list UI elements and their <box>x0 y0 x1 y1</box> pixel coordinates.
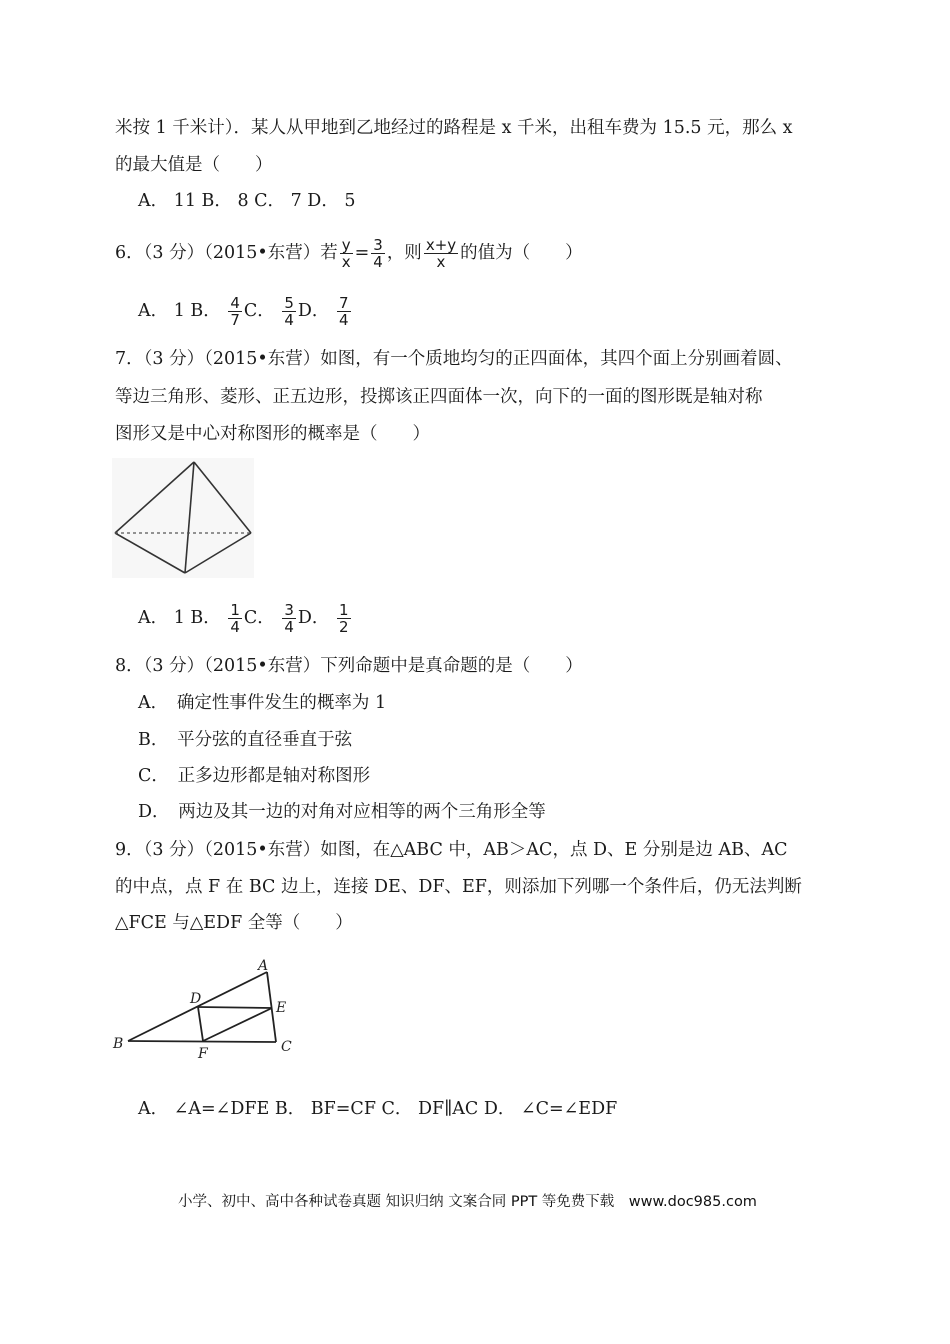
footer-text: 小学、初中、高中各种试卷真题 知识归纳 文案合同 PPT 等免费下载 www.doc985.com <box>178 1194 757 1210</box>
q6-equals: = <box>354 243 370 263</box>
q6-options <box>138 291 353 331</box>
label-b: B <box>113 1036 124 1052</box>
segment-ef <box>203 1008 272 1041</box>
q5-text-line2: 的最大值是（ ） <box>115 155 273 175</box>
triangle-abc-figure <box>110 952 300 1062</box>
q6-prefix: 6．（3 分）（2015•东营）若 <box>115 243 338 263</box>
q9-text-line3: △FCE 与△EDF 全等（ ） <box>115 913 353 933</box>
segment-ac <box>267 972 276 1042</box>
q8-stem: 8．（3 分）（2015•东营）下列命题中是真命题的是（ ） <box>115 656 583 676</box>
q6-option-b-fraction: $\frac{4}{7}$ <box>230 294 240 329</box>
segment-de <box>198 1007 272 1008</box>
q9-text-line1: 9．（3 分）（2015•东营）如图，在△ABC 中，AB＞AC，点 D、E 分别是边 AB、AC <box>115 840 788 860</box>
q8-option-a: A． 确定性事件发生的概率为 1 <box>138 693 387 713</box>
q6-stem <box>115 235 583 271</box>
q9-options: A． ∠A=∠DFE B． BF=CF C． DF∥AC D． ∠C=∠EDF <box>138 1099 618 1119</box>
label-f: F <box>198 1046 208 1062</box>
q6-fraction-xy-over-x: $\frac{x+y}{x}$ <box>425 236 457 271</box>
q7-option-c-label: C． <box>243 608 275 628</box>
q6-middle: ，则 <box>386 243 422 263</box>
q7-option-d-fraction: $\frac{1}{2}$ <box>339 601 349 636</box>
label-c: C <box>281 1039 292 1055</box>
q7-text-line1: 7．（3 分）（2015•东营）如图，有一个质地均匀的正四面体，其四个面上分别画着圆、 <box>115 349 793 369</box>
segment-bc <box>128 1041 276 1042</box>
tetrahedron-figure <box>112 458 254 578</box>
figure-background <box>112 458 254 578</box>
q6-option-d-label: D． <box>297 301 330 321</box>
q6-suffix: 的值为（ ） <box>460 243 583 263</box>
q7-text-line2: 等边三角形、菱形、正五边形，投掷该正四面体一次，向下的一面的图形既是轴对称 <box>115 387 763 407</box>
q7-option-a-b: A． 1 B． <box>138 608 221 628</box>
q7-options <box>138 598 353 638</box>
label-a: A <box>258 958 269 974</box>
q8-option-b: B． 平分弦的直径垂直于弦 <box>138 730 353 750</box>
q5-text-line1: 米按 1 千米计）．某人从甲地到乙地经过的路程是 x 千米，出租车费为 15.5 元，那么 x <box>115 118 793 138</box>
q7-option-c-fraction: $\frac{3}{4}$ <box>284 601 294 636</box>
q6-option-d-fraction: $\frac{7}{4}$ <box>339 294 349 329</box>
q7-option-b-fraction: $\frac{1}{4}$ <box>230 601 240 636</box>
q7-option-d-label: D． <box>297 608 330 628</box>
q6-option-c-fraction: $\frac{5}{4}$ <box>284 294 294 329</box>
q8-option-d: D． 两边及其一边的对角对应相等的两个三角形全等 <box>138 802 546 822</box>
label-d: D <box>190 991 202 1007</box>
q6-fraction-3-over-4: $\frac{3}{4}$ <box>373 236 383 271</box>
q7-text-line3: 图形又是中心对称图形的概率是（ ） <box>115 424 430 444</box>
q6-option-c-label: C． <box>243 301 275 321</box>
q8-option-c: C． 正多边形都是轴对称图形 <box>138 766 371 786</box>
q5-options: A． 11 B． 8 C． 7 D． 5 <box>138 191 356 211</box>
label-e: E <box>276 1000 287 1016</box>
q6-option-a-b: A． 1 B． <box>138 301 221 321</box>
segment-df <box>198 1007 203 1041</box>
q9-text-line2: 的中点，点 F 在 BC 边上，连接 DE、DF、EF，则添加下列哪一个条件后，仍无法判断 <box>115 877 802 897</box>
q6-fraction-y-over-x: $\frac{y}{x}$ <box>341 236 351 271</box>
